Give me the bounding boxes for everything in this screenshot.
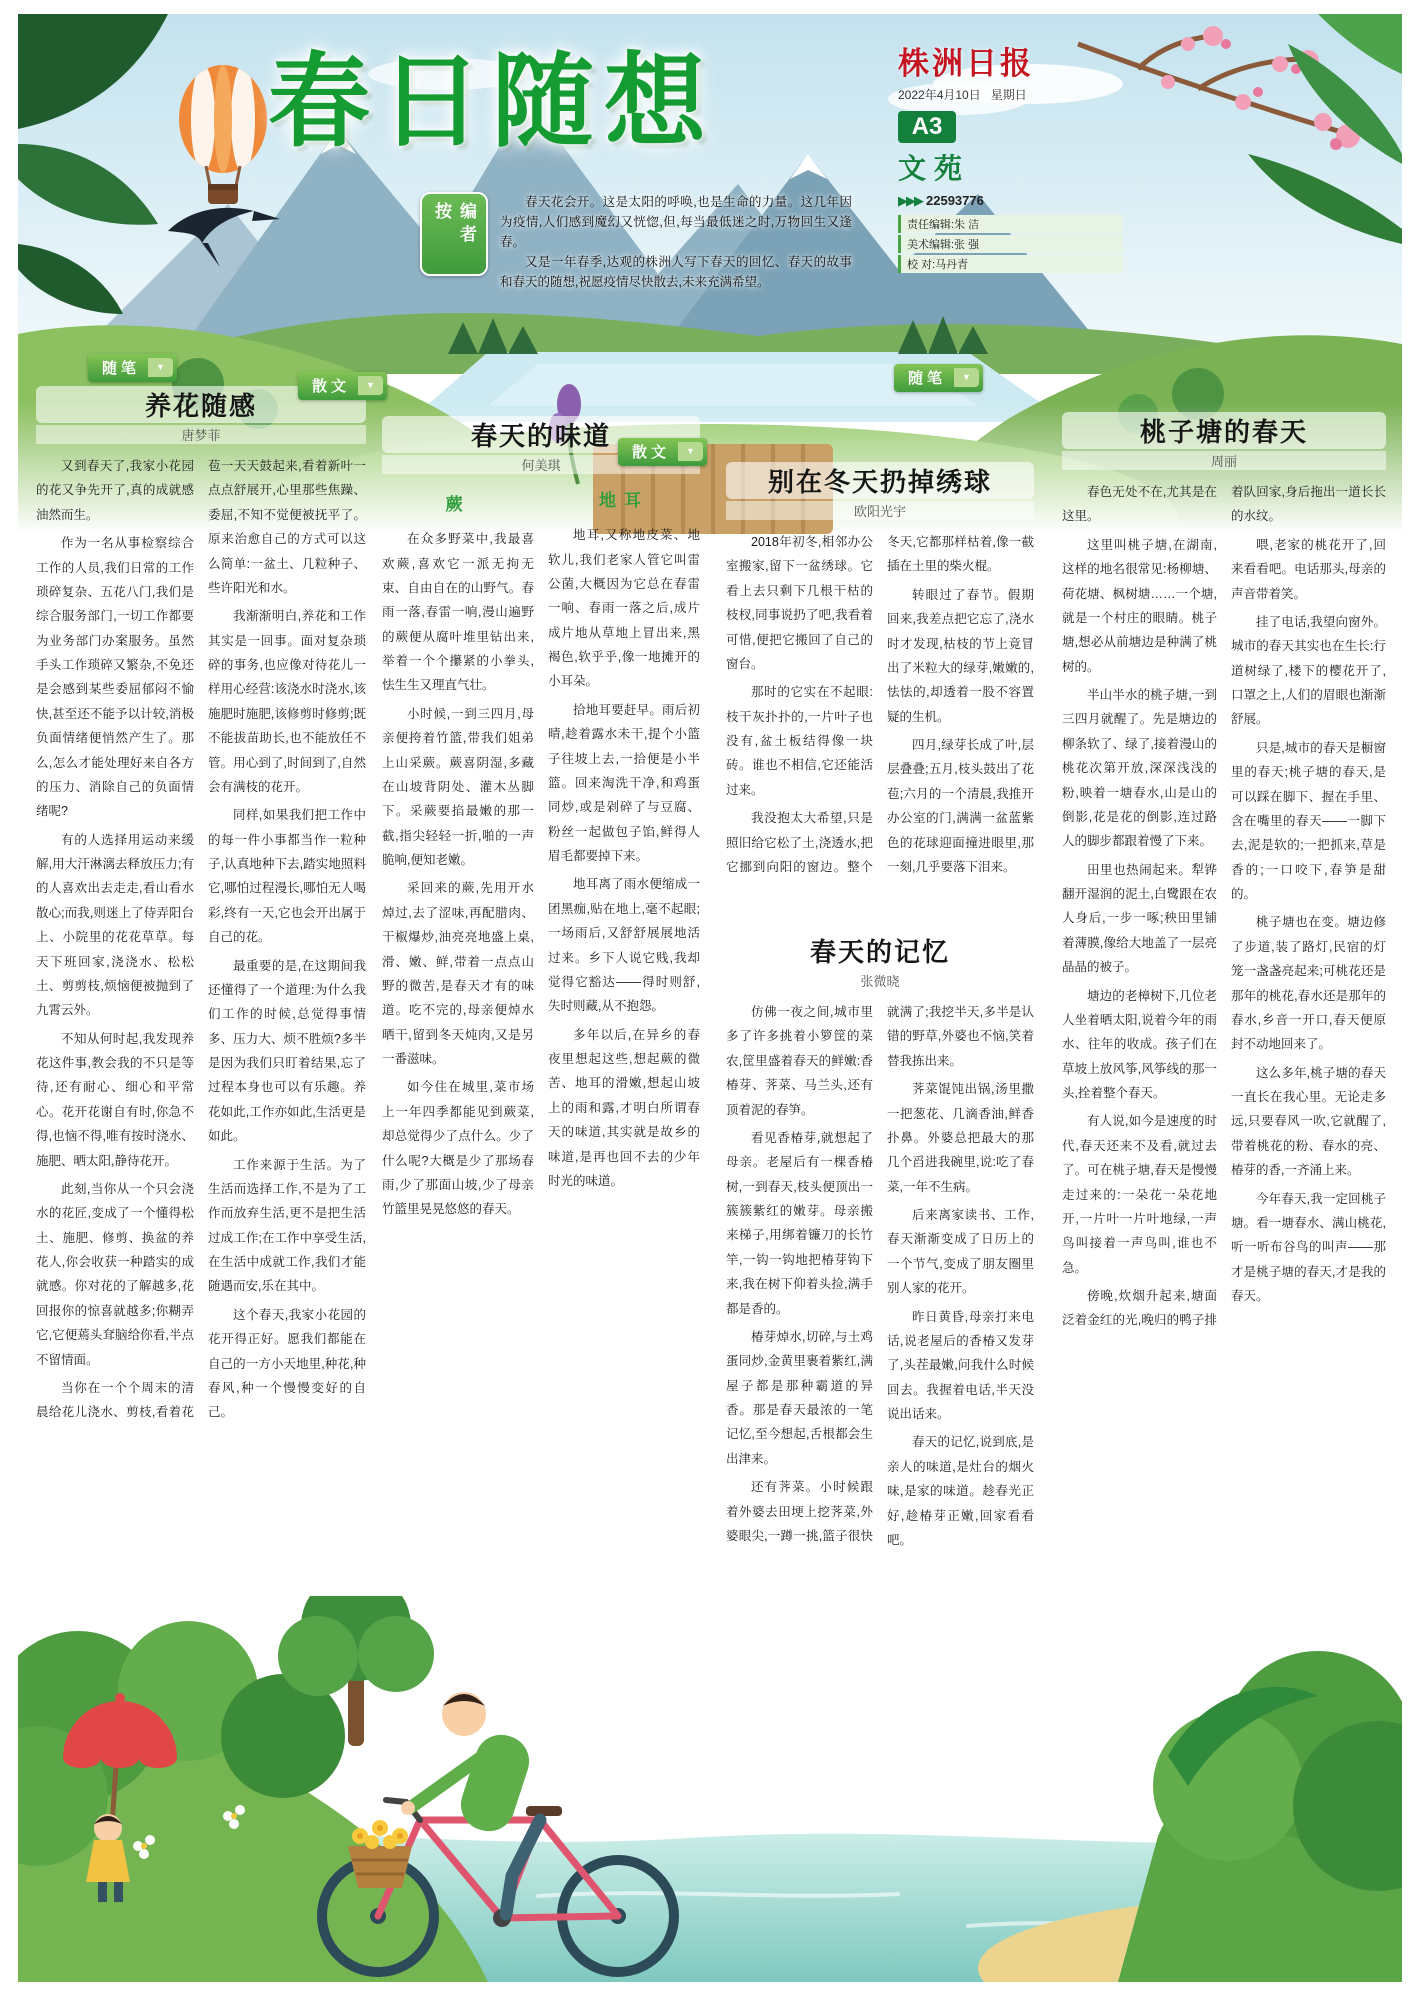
paragraph: 地耳,又称地皮菜、地软儿,我们老家人管它叫雷公菌,大概因为它总在春雷一响、春雨一落之后,成片成片地从草地上冒出来,黑褐色,软乎乎,像一地摊开的小耳朵。	[548, 528, 700, 689]
section-name: 文苑	[898, 153, 971, 184]
article-body	[36, 454, 366, 1604]
article-title: 春天的味道	[382, 416, 700, 453]
paragraph: 这里叫桃子塘,在湖南,这样的地名很常见:杨柳塘、荷花塘、枫树塘……一个塘,就是一个村庄的眼睛。桃子塘,想必从前塘边是种满了桃树的。	[1062, 537, 1217, 674]
paragraph: 喂,老家的桃花开了,回来看看吧。电话那头,母亲的声音带着笑。	[1231, 537, 1386, 601]
section-paragraphs	[548, 523, 700, 1193]
paragraph: 不知从何时起,我发现养花这件事,教会我的不只是等待,还有耐心、细心和平常心。花开花谢自有时,你急不得,也恼不得,唯有按时浇水、施肥、晒太阳,静待花开。	[36, 1031, 194, 1168]
article-author: 周丽	[1062, 451, 1386, 470]
hotline	[898, 193, 1123, 209]
paragraph: 挂了电话,我望向窗外。城市的春天其实也在生长:行道树绿了,楼下的樱花开了,口罩之上,人们的眉眼也渐渐舒展。	[1231, 614, 1386, 727]
paper-name: 株洲日报	[898, 46, 1034, 81]
chevron-down-icon: ▼	[358, 376, 383, 395]
article-body	[382, 484, 700, 1296]
subhead-dier: 地耳	[599, 491, 649, 510]
paragraph: 春天的记忆,说到底,是亲人的味道,是灶台的烟火味,是家的味道。趁春光正好,趁椿芽正嫩,回家看看吧。	[887, 1435, 1034, 1547]
paragraph: 傍晚,炊烟升起来,塘面泛着金红的光,晚归的鸭子排着队回家,身后拖出一道长长的水纹。	[1062, 485, 1386, 1328]
paragraph: 当你在一个个周末的清晨给花儿浇水、剪枝,看着花苞一天天鼓起来,看着新叶一点点舒展开,心里那些焦躁、委屈,不知不觉便被抚平了。原来治愈自己的方式可以这么简单:一盆土、几粒种子、些许阳光和水。	[36, 459, 366, 1420]
paragraph: 转眼过了春节。假期回来,我差点把它忘了,浇水时才发现,枯枝的节上竟冒出了米粒大的绿芽,嫩嫩的,怯怯的,却透着一股不容置疑的生机。	[887, 587, 1034, 724]
paragraph: 最重要的是,在这期间我还懂得了一个道理:为什么我们工作的时候,总觉得事情多、压力大、烦不胜烦?多半是因为我们只盯着结果,忘了过程本身也可以有乐趣。养花如此,工作亦如此,生活更是如此。	[208, 958, 366, 1144]
paragraph: 有人说,如今是速度的时代,春天还来不及看,就过去了。可在桃子塘,春天是慢慢走过来的:一朵花一朵花地开,一片叶一片叶地绿,一声鸟叫接着一声鸟叫,谁也不急。	[1062, 1114, 1217, 1275]
weekday: 星期日	[990, 88, 1027, 102]
paragraph: 地耳离了雨水便缩成一团黑痂,贴在地上,毫不起眼;一场雨后,又舒舒展展地活过来。乡下人说它贱,我却觉得它豁达——得时则舒,失时则藏,从不抱怨。	[548, 877, 700, 1014]
paragraph: 四月,绿芽长成了叶,层层叠叠;五月,枝头鼓出了花苞;六月的一个清晨,我推开办公室的门,满满一盆蓝紫色的花球迎面撞进眼里,那一刻,几乎要落下泪来。	[887, 738, 1034, 874]
paragraph: 我渐渐明白,养花和工作其实是一回事。面对复杂琐碎的事务,也应像对待花儿一样用心经营:该浇水时浇水,该施肥时施肥,该修剪时修剪;既不能拔苗助长,也不能放任不管。用心到了,时间到了,自然会有满枝的花开。	[208, 609, 366, 794]
paragraph: 我没抱太大希望,只是照旧给它松了土,浇透水,把它挪到向阳的窗边。整个冬天,它都那样枯着,像一截插在土里的柴火棍。	[726, 535, 1034, 874]
article-title: 别在冬天扔掉绣球	[726, 462, 1034, 499]
tab-label: 随笔	[102, 360, 141, 377]
article-body	[1062, 480, 1386, 1605]
paragraph: 小时候,一到三四月,母亲便挎着竹篮,带我们姐弟上山采蕨。蕨喜阴湿,多藏在山坡背阴处、灌木丛脚下。采蕨要掐最嫩的那一截,指尖轻轻一折,啪的一声脆响,便知老嫩。	[382, 706, 534, 868]
paragraph: 此刻,当你从一个只会浇水的花匠,变成了一个懂得松土、施肥、修剪、换盆的养花人,你会收获一种踏实的成就感。你对花的了解越多,花回报你的惊喜就越多;你糊弄它,它便蔫头耷脑给你看,半点不留情面。	[36, 1181, 194, 1367]
paragraph: 田里也热闹起来。犁铧翻开湿润的泥土,白鹭跟在农人身后,一步一啄;秧田里铺着薄膜,像给大地盖了一层亮晶晶的被子。	[1062, 862, 1217, 975]
paragraph: 仿佛一夜之间,城市里多了许多挑着小箩筐的菜农,筐里盛着春天的鲜嫩:香椿芽、荠菜、马兰头,还有顶着泥的春笋。	[726, 1005, 873, 1117]
paragraph: 只是,城市的春天是橱窗里的春天;桃子塘的春天,是可以踩在脚下、握在手里、含在嘴里的春天——一脚下去,泥是软的;一把抓来,草是香的;一口咬下,春笋是甜的。	[1231, 740, 1386, 901]
paragraph: 采回来的蕨,先用开水焯过,去了涩味,再配腊肉、干椒爆炒,油亮亮地盛上桌,滑、嫩、鲜,带着一点点山野的微苦,是春天才有的味道。吃不完的,母亲便焯水晒干,留到冬天炖肉,又是另一番滋味。	[382, 881, 534, 1067]
tab-label: 散文	[312, 378, 351, 395]
footer-illustration	[18, 1596, 1402, 1982]
paragraph: 多年以后,在异乡的春夜里想起这些,想起蕨的微苦、地耳的滑嫩,想起山坡上的雨和露,才明白所谓春天的味道,其实就是故乡的味道,是再也回不去的少年时光的味道。	[548, 1027, 700, 1188]
arrows-icon: ▶▶▶	[898, 193, 922, 208]
page-title: 春日随想	[268, 47, 716, 160]
article-author: 欧阳光宇	[726, 501, 1034, 520]
paragraph: 还有荠菜。小时候跟着外婆去田埂上挖荠菜,外婆眼尖,一蹲一挑,篮子很快就满了;我挖半天,多半是认错的野草,外婆也不恼,笑着替我拣出来。	[726, 1005, 1034, 1543]
paragraph: 春天花会开。这是太阳的呼唤,也是生命的力量。这几年因为疫情,人们感到魔幻又恍惚,但,每当最低迷之时,万物回生又逢春。	[500, 195, 852, 249]
masthead	[898, 38, 1123, 275]
left-bushes	[18, 1596, 488, 1982]
paragraph: 半山半水的桃子塘,一到三四月就醒了。先是塘边的柳条软了、绿了,接着漫山的桃花次第开放,深深浅浅的粉,映着一塘春水,山是山的倒影,花是花的倒影,连过路人的脚步都跟着慢了下来。	[1062, 688, 1217, 849]
subhead-jue: 蕨	[445, 495, 471, 514]
chevron-down-icon: ▼	[148, 358, 173, 377]
article-author: 何美琪	[382, 455, 700, 474]
article-author: 唐梦菲	[36, 425, 366, 444]
column-tab-suibi	[88, 354, 177, 382]
editor-note	[420, 192, 852, 292]
article-title: 养花随感	[36, 386, 366, 423]
column-tab-sanwen	[298, 372, 387, 400]
paragraph: 工作来源于生活。为了生活而选择工作,不是为了工作而放弃生活,更不是把生活过成工作;在工作中享受生活,在生活中成就工作,我们才能随遇而安,乐在其中。	[208, 1157, 366, 1294]
paragraph: 有的人选择用运动来缓解,用大汗淋漓去释放压力;有的人喜欢出去走走,看山看水散心;而我,则迷上了侍弄阳台上、小院里的花花草草。每天下班回家,浇浇水、松松土、剪剪枝,烦恼便被抛到了九霄云外。	[36, 832, 194, 1018]
paragraph: 作为一名从事检察综合工作的人员,我们日常的工作琐碎复杂、五花八门,我们是综合服务部门,一切工作都要为业务部门办案服务。虽然手头工作琐碎又繁杂,不免还是会感到某些委屈郁闷不愉快,甚至还不能予以计较,消极负面情绪便悄然产生了。那么,怎么才能处理好来自各方的压力、消除自己的负面情绪呢?	[36, 536, 194, 819]
column-tab-suibi	[894, 364, 983, 392]
paragraph: 2018年初冬,相邻办公室搬家,留下一盆绣球。它看上去只剩下几根干枯的枝杈,同事说扔了吧,我看着可惜,便把它搬回了自己的窗台。	[726, 535, 873, 671]
paragraph: 看见香椿芽,就想起了母亲。老屋后有一棵香椿树,一到春天,枝头便顶出一簇簇紫红的嫩芽。母亲搬来梯子,用绑着镰刀的长竹竿,一钩一钩地把椿芽钩下来,我在树下仰着头捡,满手都是香的。	[726, 1130, 873, 1316]
article-chuntian-de-weidao	[312, 378, 700, 1296]
page-number: A3	[898, 111, 956, 143]
article-body	[726, 530, 1034, 902]
tab-label: 随笔	[908, 370, 947, 387]
paragraph: 这么多年,桃子塘的春天一直长在我心里。无论走多远,只要春风一吹,它就醒了,带着桃花的粉、春水的亮、椿芽的香,一齐涌上来。	[1231, 1065, 1386, 1178]
article-author: 张微晓	[726, 971, 1034, 990]
paragraph: 同样,如果我们把工作中的每一件小事都当作一粒种子,认真地种下去,踏实地照料它,哪怕过程漫长,哪怕无人喝彩,终有一天,它也会开出属于自己的花。	[208, 808, 366, 945]
section-paragraphs	[382, 527, 534, 1222]
paragraph: 责任编辑:朱 洁	[898, 215, 1123, 233]
paragraph: 椿芽焯水,切碎,与土鸡蛋同炒,金黄里裹着紫红,满屋子都是那种霸道的异香。那是春天最浓的一笔记忆,至今想起,舌根都会生出津来。	[726, 1329, 873, 1466]
paragraph: 如今住在城里,菜市场上一年四季都能见到蕨菜,却总觉得少了点什么。少了什么呢?大概是少了那场春雨,少了那面山坡,少了母亲竹篮里晃晃悠悠的春天。	[382, 1080, 534, 1217]
paragraph: 今年春天,我一定回桃子塘。看一塘春水、满山桃花,听一听布谷鸟的叫声——那才是桃子塘的春天,才是我的春天。	[1231, 1191, 1386, 1303]
article-biezai-dongtian-rengdiao-xiuqiu	[632, 436, 1034, 902]
paragraph: 又到春天了,我家小花园的花又争先开了,真的成就感油然而生。	[36, 459, 194, 522]
editor-note-text	[500, 192, 852, 292]
paragraph: 塘边的老樟树下,几位老人坐着晒太阳,说着今年的雨水、往年的收成。孩子们在草坡上放风筝,风筝线的那一头,拴着整个春天。	[1062, 988, 1217, 1100]
editor-note-label: 编者按	[420, 192, 488, 276]
article-title: 春天的记忆	[726, 932, 1034, 969]
date: 2022年4月10日	[898, 88, 981, 102]
paragraph: 荠菜馄饨出锅,汤里撒一把葱花、几滴香油,鲜香扑鼻。外婆总把最大的那几个舀进我碗里,说:吃了春菜,一年不生病。	[887, 1082, 1034, 1194]
paragraph: 桃子塘也在变。塘边修了步道,装了路灯,民宿的灯笼一盏盏亮起来;可桃花还是那年的桃花,春水还是那年的春水,乡音一开口,春天便原封不动地回来了。	[1231, 915, 1386, 1052]
article-title: 桃子塘的春天	[1062, 412, 1386, 449]
flower-basket	[348, 1820, 412, 1888]
paragraph: 后来离家读书、工作,春天渐渐变成了日历上的一个节气,变成了朋友圈里别人家的花开。	[887, 1208, 1034, 1296]
column-tab-sanwen	[618, 438, 707, 466]
paragraph: 校 对:马丹青	[898, 255, 1123, 273]
paragraph: 那时的它实在不起眼:枝干灰扑扑的,一片叶子也没有,盆土板结得像一块砖。谁也不相信,它还能活过来。	[726, 685, 873, 797]
right-bushes	[1118, 1651, 1402, 1982]
paragraph: 在众多野菜中,我最喜欢蕨,喜欢它一派无拘无束、自由自在的山野气。春雨一落,春雷一响,漫山遍野的蕨便从腐叶堆里钻出来,举着一个个攥紧的小拳头,怯生生又理直气壮。	[382, 532, 534, 693]
paragraph: 春色无处不在,尤其是在这里。	[1062, 485, 1217, 524]
chevron-down-icon: ▼	[678, 442, 703, 461]
hotline-number: 22593776	[926, 193, 984, 208]
article-chuntian-de-jiyi	[726, 926, 1034, 1590]
paragraph: 昨日黄昏,母亲打来电话,说老屋后的香椿又发芽了,头茬最嫩,问我什么时候回去。我握着电话,半天没说出话来。	[887, 1309, 1034, 1421]
article-body	[726, 1000, 1034, 1590]
chevron-down-icon: ▼	[954, 368, 979, 387]
paragraph: 又是一年春季,达观的株洲人写下春天的回忆、春天的故事和春天的随想,祝愿疫情尽快散去,未来充满希望。	[500, 255, 852, 289]
paragraph: 美术编辑:张 强	[898, 235, 1123, 253]
editors-list	[898, 215, 1123, 273]
paragraph: 这个春天,我家小花园的花开得正好。愿我们都能在自己的一方小天地里,种花,种春风,种一个慢慢变好的自己。	[208, 1307, 366, 1420]
tab-label: 散文	[632, 444, 671, 461]
article-yanghua-suigan	[36, 354, 366, 1604]
paragraph: 拾地耳要赶早。雨后初晴,趁着露水未干,提个小篮子往坡上去,一拾便是小半篮。回来淘洗干净,和鸡蛋同炒,或是剁碎了与豆腐、粉丝一起做包子馅,鲜得人眉毛都要掉下来。	[548, 702, 700, 864]
